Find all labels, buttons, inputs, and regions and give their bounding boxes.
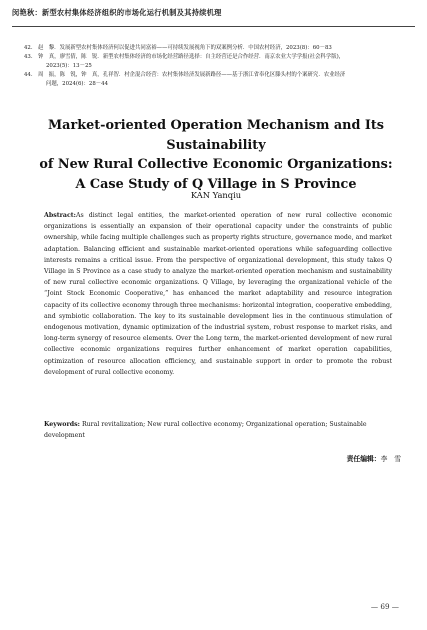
editor-name: 李 雪 [380, 455, 401, 463]
abstract [44, 210, 392, 378]
header-divider [12, 26, 415, 27]
author-name: KAN Yanqiu [190, 190, 242, 200]
running-header: 闵艳秋：新型农村集体经济组织的市场化运行机制及其持续机理 [12, 8, 222, 17]
paper-title [24, 116, 408, 194]
reference-text-continued: 问题，2024(6)：28－44 [46, 81, 109, 87]
reference-text: 钟 真，廖雪倩，陈 锐．新型农村集体经济的市场化经营路径选择：自主经营还是合作经营．南京农业大学学报(社会科学版)， [38, 54, 345, 60]
keywords-text: Rural revitalization; New rural collective economy; Organizational operation; Sustainable development [44, 421, 367, 440]
title-line: of New Rural Collective Economic Organizations: [39, 157, 393, 172]
reference-text-continued: 2023(5)：13－25 [46, 63, 92, 69]
keywords-label: Keywords: [44, 421, 80, 428]
reference-item [24, 71, 408, 89]
reference-text: 赵 黎．发展新型农村集体经济何以促进共同富裕——可持续发展视角下的双案例分析．中国农村经济，2023(8)：60－83 [38, 45, 332, 51]
reference-number: 43. [24, 54, 33, 60]
page-number: — 69 — [370, 602, 399, 611]
reference-number: 44. [24, 72, 33, 78]
responsible-editor [347, 453, 401, 463]
reference-text: 周 振，陈 锐，钟 真，孔祥智．村企混合经营：农村集体经济发展新路径——基于浙江省奉化区滕头村的个案研究．农业经济 [38, 72, 346, 78]
title-line: Market-oriented Operation Mechanism and Its Sustainability [48, 118, 384, 153]
reference-item [24, 53, 408, 71]
reference-number: 42. [24, 45, 33, 51]
editor-label: 责任编辑： [346, 455, 381, 463]
reference-list [24, 44, 408, 89]
abstract-label: Abstract: [44, 212, 76, 219]
title-line: A Case Study of Q Village in S Province [75, 176, 357, 192]
abstract-text: As distinct legal entities, the market-oriented operation of new rural collective economic organizations is essentially an expansion of their operational capacity under the constraints of public ownership, while facing multiple challenges such as property rights structure, governance mode, and market adaptation. Balancing efficient and sustainable market-oriented operations while safeguarding collective interests remains a critical issue. From the perspective of organizational development, this study takes Q Village in S Province as a case study to analyze the market-oriented operation mechanism and sustainability of new rural collective economic organizations. Q Village, by leveraging the organizational vehicle of the “Joint Stock Economic Cooperative,” has enhanced the market adaptability and resource integration capacity of its collective economy through three mechanisms: horizontal integration, cooperative embedding, and symbiotic collaboration. The key to its sustainable development lies in the continuous stimulation of endogenous motivation, dynamic optimization of the industrial system, robust response to market risks, and long-term synergy of resource elements. Over the Long term, the market-oriented development of new rural collective economic organizations requires further enhancement of market operation capabilities, optimization of resource allocation efficiency, and sustainable support in order to promote the robust development of rural collective economy. [44, 212, 393, 376]
reference-item [24, 44, 408, 53]
keywords [44, 419, 392, 441]
